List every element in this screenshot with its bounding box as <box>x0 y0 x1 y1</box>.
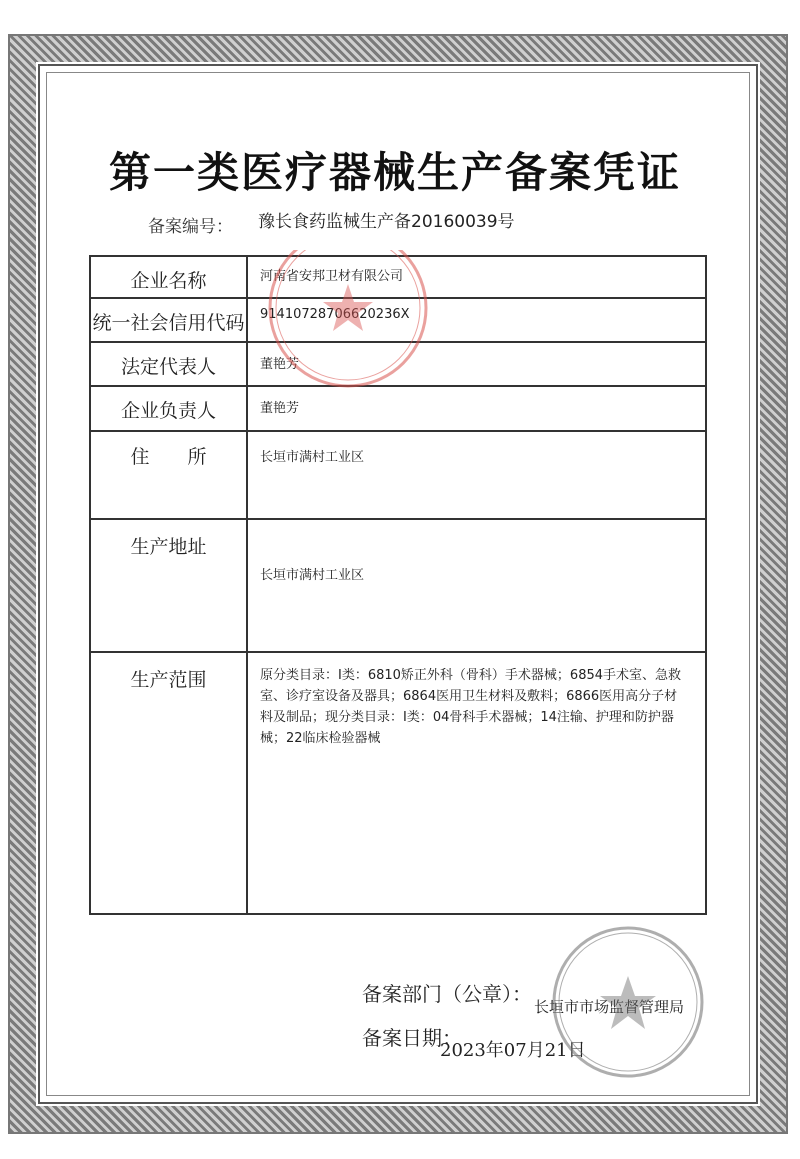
legal-rep-label: 法定代表人 <box>120 356 216 378</box>
record-number-label: 备案编号： <box>148 217 233 237</box>
person-in-charge-value: 董艳芳 <box>260 401 300 416</box>
table-row-production-address <box>90 519 706 652</box>
date-value: 2023年07月21日 <box>440 1040 586 1061</box>
table-row-credit-code <box>90 298 706 342</box>
table-row-residence <box>90 431 706 519</box>
table-row-production-scope <box>90 652 706 914</box>
table-row-legal-rep <box>90 342 706 386</box>
table-row-person-in-charge <box>90 386 706 431</box>
production-address-value: 长垣市满村工业区 <box>260 568 365 583</box>
production-scope-label: 生产范围 <box>130 669 207 691</box>
production-address-label: 生产地址 <box>130 536 207 558</box>
person-in-charge-label: 企业负责人 <box>120 400 216 422</box>
company-name-label: 企业名称 <box>130 270 207 292</box>
record-number-value: 豫长食药监械生产备20160039号 <box>258 212 515 232</box>
production-scope-value: 原分类目录：Ⅰ类：6810矫正外科（骨科）手术器械；6854手术室、急救室、诊疗室设备及器具；6864医用卫生材料及敷料；6866医用高分子材料及制品；现分类目录：Ⅰ类：04骨科手术器械；14注输、护理和防护器械；22临床检验器械 <box>260 668 682 746</box>
credit-code-value: 91410728706620236X <box>260 307 410 322</box>
residence-label: 住所 <box>130 446 245 468</box>
residence-value: 长垣市满村工业区 <box>260 450 365 465</box>
date-label: 备案日期： <box>362 1026 462 1050</box>
certificate-title: 第一类医疗器械生产备案凭证 <box>108 148 681 197</box>
legal-rep-value: 董艳芳 <box>260 357 300 372</box>
company-name-value: 河南省安邦卫材有限公司 <box>260 269 404 284</box>
department-value: 长垣市市场监督管理局 <box>534 998 685 1016</box>
credit-code-label: 统一社会信用代码 <box>92 312 245 334</box>
certificate-info-table <box>89 255 707 915</box>
department-label: 备案部门（公章）： <box>362 982 532 1006</box>
table-row-company-name <box>90 256 706 298</box>
